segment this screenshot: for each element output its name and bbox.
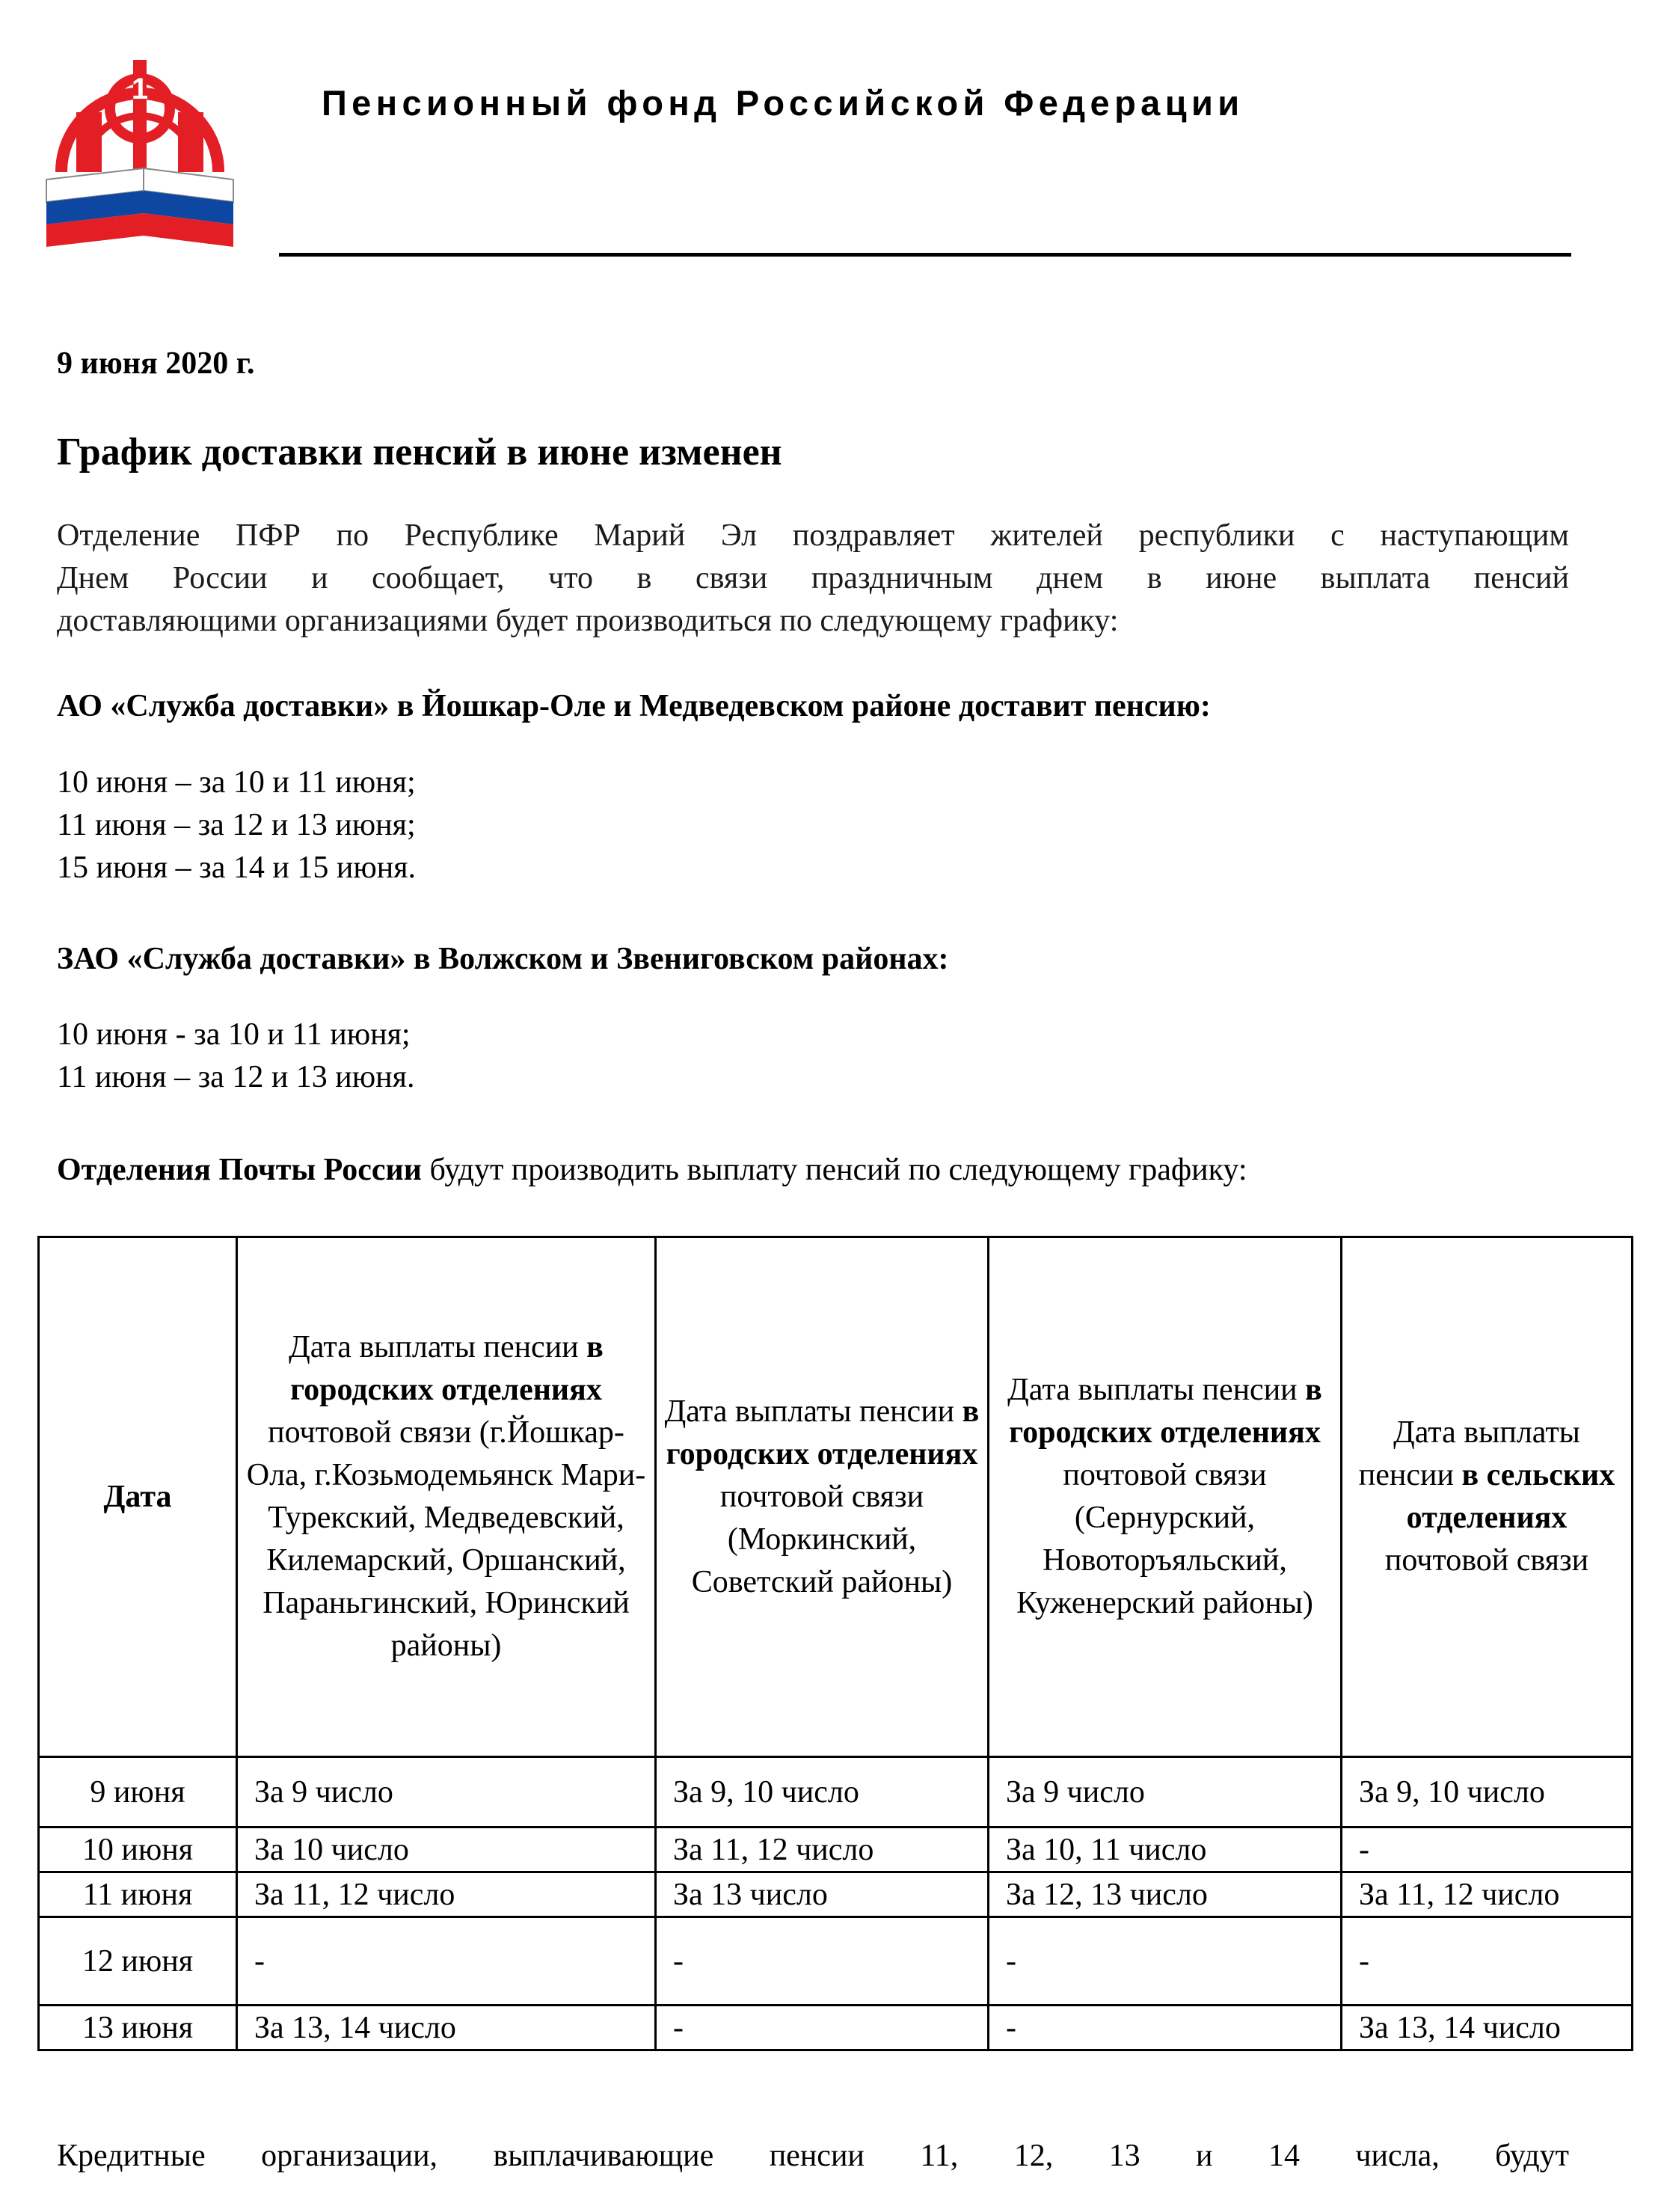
svg-text:1: 1 (131, 73, 149, 105)
section1-list (57, 762, 416, 889)
word: в (636, 561, 652, 595)
column-header (989, 1237, 1342, 1757)
word: России (172, 561, 268, 595)
table-row (39, 1827, 1633, 1872)
table-cell: - (989, 1917, 1342, 2006)
word: что (548, 561, 593, 595)
table-cell: За 13, 14 число (237, 2006, 656, 2050)
word: поздравляет (792, 518, 955, 553)
post-rest: будут производить выплату пенсий по следующему графику: (421, 1153, 1247, 1187)
column-header (237, 1237, 656, 1757)
post-bold: Отделения Почты России (57, 1153, 422, 1187)
word: Марий (594, 518, 686, 553)
column-header (1342, 1237, 1633, 1757)
header-text: почтовой связи (Сернурский, Новоторъяльский, Куженерский районы) (1016, 1458, 1313, 1620)
intro-line (57, 515, 1569, 557)
word: числа, (1355, 2139, 1440, 2173)
word: сообщает, (372, 561, 505, 595)
table-cell: За 10, 11 число (989, 1827, 1342, 1872)
word: 11, (920, 2139, 959, 2173)
word: и (311, 561, 328, 595)
section1-heading: АО «Служба доставки» в Йошкар-Оле и Медведевском районе доставит пенсию: (57, 689, 1211, 723)
column-header (39, 1237, 237, 1757)
list-item: 10 июня – за 10 и 11 июня; (57, 765, 416, 800)
section2-list (57, 1014, 414, 1099)
table-cell: За 13 число (656, 1872, 989, 1917)
header-text: Дата выплаты пенсии (664, 1394, 963, 1429)
word: и (1196, 2139, 1213, 2173)
table-cell: За 12, 13 число (989, 1872, 1342, 1917)
table-row (39, 1917, 1633, 2006)
date-cell: 12 июня (39, 1917, 237, 2006)
table-cell: - (656, 1917, 989, 2006)
section2-heading: ЗАО «Служба доставки» в Волжском и Звениговском районах: (57, 942, 949, 976)
word: ПФР (236, 518, 301, 553)
word: Эл (720, 518, 758, 553)
word: наступающим (1380, 518, 1569, 553)
word: июне (1206, 561, 1277, 595)
word: Кредитные (57, 2139, 206, 2173)
list-item: 11 июня – за 12 и 13 июня. (57, 1060, 415, 1094)
word: 13 (1108, 2139, 1140, 2173)
pfr-emblem-icon (31, 30, 248, 254)
word: Днем (57, 561, 129, 595)
date-cell: 10 июня (39, 1827, 237, 1872)
document-title: График доставки пенсий в июне изменен (57, 431, 782, 474)
table-cell: За 9 число (237, 1757, 656, 1827)
word: Республике (404, 518, 559, 553)
table-cell: За 11, 12 число (237, 1872, 656, 1917)
header-text: почтовой связи (Моркинский, Советский районы) (691, 1479, 953, 1599)
post-paragraph (57, 1152, 1247, 1188)
date-cell: 13 июня (39, 2006, 237, 2050)
table-cell: За 9, 10 число (656, 1757, 989, 1827)
header-text: Дата выплаты пенсии (1358, 1415, 1580, 1492)
table-cell: За 13, 14 число (1342, 2006, 1633, 2050)
table-cell: За 9 число (989, 1757, 1342, 1827)
word: в (1146, 561, 1162, 595)
date-cell: 11 июня (39, 1872, 237, 1917)
table-cell: За 11, 12 число (1342, 1872, 1633, 1917)
word: с (1330, 518, 1345, 553)
word: республики (1138, 518, 1295, 553)
table-header-row (39, 1237, 1633, 1757)
date-cell: 9 июня (39, 1757, 237, 1827)
header-text: почтовой связи (г.Йошкар-Ола, г.Козьмодемьянск Мари-Турекский, Медведевский, Килемарский, Оршанский, Параньгинский, Юринский районы) (246, 1415, 646, 1663)
word: организации, (261, 2139, 438, 2173)
table-cell: - (237, 1917, 656, 2006)
word: выплата (1320, 561, 1431, 595)
organization-title: Пенсионный фонд Российской Федерации (322, 83, 1244, 123)
intro-line (57, 557, 1569, 600)
table-row (39, 1872, 1633, 1917)
table-row (39, 1757, 1633, 1827)
pfr-logo (31, 30, 248, 254)
table-cell: - (656, 2006, 989, 2050)
header-text: почтовой связи (1384, 1543, 1589, 1578)
word: 14 (1268, 2139, 1300, 2173)
pension-schedule-table (37, 1236, 1633, 2051)
list-item: 15 июня – за 14 и 15 июня. (57, 851, 417, 885)
word: пенсии (769, 2139, 865, 2173)
word: пенсий (1473, 561, 1569, 595)
word: жителей (990, 518, 1103, 553)
list-item: 10 июня - за 10 и 11 июня; (57, 1017, 411, 1052)
intro-paragraph (57, 515, 1569, 643)
header-divider (279, 253, 1571, 257)
word: будут (1495, 2139, 1569, 2173)
word: днем (1037, 561, 1104, 595)
header-text: Дата (103, 1479, 172, 1514)
header-text: в городских отделениях (666, 1394, 980, 1471)
table-cell: - (989, 2006, 1342, 2050)
word: 12, (1013, 2139, 1054, 2173)
word: Отделение (57, 518, 200, 553)
header-text: в городских отделениях (1009, 1373, 1322, 1450)
header-text: в сельских отделениях (1406, 1458, 1615, 1535)
word: связи (695, 561, 768, 595)
word: по (336, 518, 369, 553)
table-cell: За 11, 12 число (656, 1827, 989, 1872)
table-cell: - (1342, 1827, 1633, 1872)
table-cell: За 9, 10 число (1342, 1757, 1633, 1827)
header-text: Дата выплаты пенсии (1007, 1373, 1306, 1407)
word: праздничным (811, 561, 993, 595)
table-row (39, 2006, 1633, 2050)
header-text: в городских отделениях (290, 1330, 604, 1407)
list-item: 11 июня – за 12 и 13 июня; (57, 808, 416, 842)
table-cell: За 10 число (237, 1827, 656, 1872)
bottom-paragraph-line (57, 2138, 1569, 2174)
document-date: 9 июня 2020 г. (57, 346, 255, 381)
word: выплачивающие (493, 2139, 714, 2173)
intro-line: доставляющими организациями будет производиться по следующему графику: (57, 604, 1119, 638)
column-header (656, 1237, 989, 1757)
header-text: Дата выплаты пенсии (289, 1330, 587, 1364)
table-cell: - (1342, 1917, 1633, 2006)
